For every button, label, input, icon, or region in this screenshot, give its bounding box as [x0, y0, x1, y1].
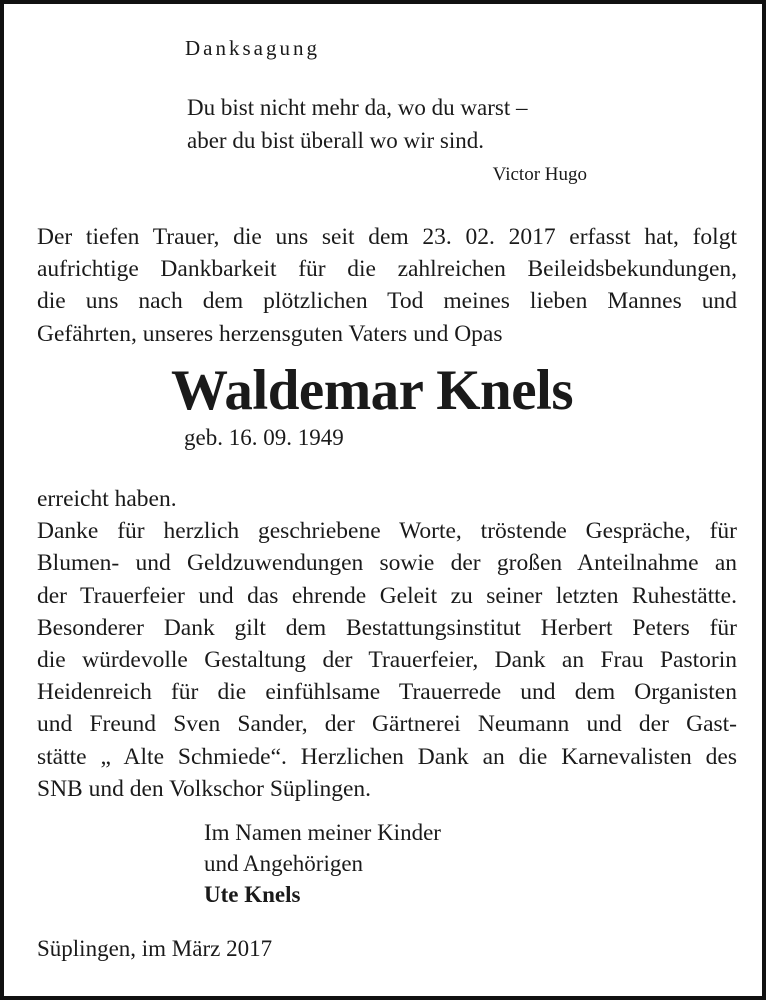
thanks-line: SNB und den Volkschor Süplingen. — [37, 775, 372, 802]
birth-date: geb. 16. 09. 1949 — [184, 425, 344, 450]
thanks-line: Danke für herzlich geschriebene Worte, tröstende Gespräche, für — [37, 518, 737, 545]
notice-heading: Danksagung — [185, 36, 320, 60]
thanks-line: Heidenreich für die einfühlsame Trauerrede und dem Organisten — [37, 679, 737, 706]
thanks-line: Besonderer Dank gilt dem Bestattungsinstitut Herbert Peters für — [37, 614, 737, 641]
signature-line-1: Im Namen meiner Kinder — [204, 820, 441, 845]
thanks-line: die würdevolle Gestaltung der Trauerfeier, Dank an Frau Pastorin — [37, 647, 737, 674]
intro-line: aufrichtige Dankbarkeit für die zahlreichen Beileidsbekundungen, — [37, 256, 737, 283]
place-date: Süplingen, im März 2017 — [37, 936, 273, 961]
thanks-line: Blumen- und Geldzuwendungen sowie der großen Anteilnahme an — [37, 550, 737, 577]
signature-line-2: und Angehörigen — [204, 851, 364, 876]
quote-line-1: Du bist nicht mehr da, wo du warst – — [187, 95, 528, 120]
intro-line: Gefährten, unseres herzensguten Vaters und Opas — [37, 320, 503, 347]
intro-line: die uns nach dem plötzlichen Tod meines lieben Mannes und — [37, 288, 737, 315]
thanks-line: erreicht haben. — [37, 486, 177, 512]
thanks-line: und Freund Sven Sander, der Gärtnerei Neumann und der Gast- — [37, 711, 737, 738]
quote-line-2: aber du bist überall wo wir sind. — [187, 128, 485, 153]
quote-author: Victor Hugo — [492, 164, 587, 185]
deceased-name: Waldemar Knels — [171, 359, 574, 422]
intro-paragraph — [37, 221, 737, 350]
thanks-paragraph — [37, 483, 737, 805]
signature-block — [204, 817, 441, 910]
intro-line: Der tiefen Trauer, die uns seit dem 23. 02. 2017 erfasst hat, folgt — [37, 224, 737, 250]
thanks-line: stätte „ Alte Schmiede“. Herzlichen Dank an die Karnevalisten des — [37, 743, 737, 770]
signature-name: Ute Knels — [204, 882, 301, 907]
quote-block — [187, 91, 527, 157]
thanks-line: der Trauerfeier und das ehrende Geleit zu seiner letzten Ruhestätte. — [37, 582, 737, 609]
